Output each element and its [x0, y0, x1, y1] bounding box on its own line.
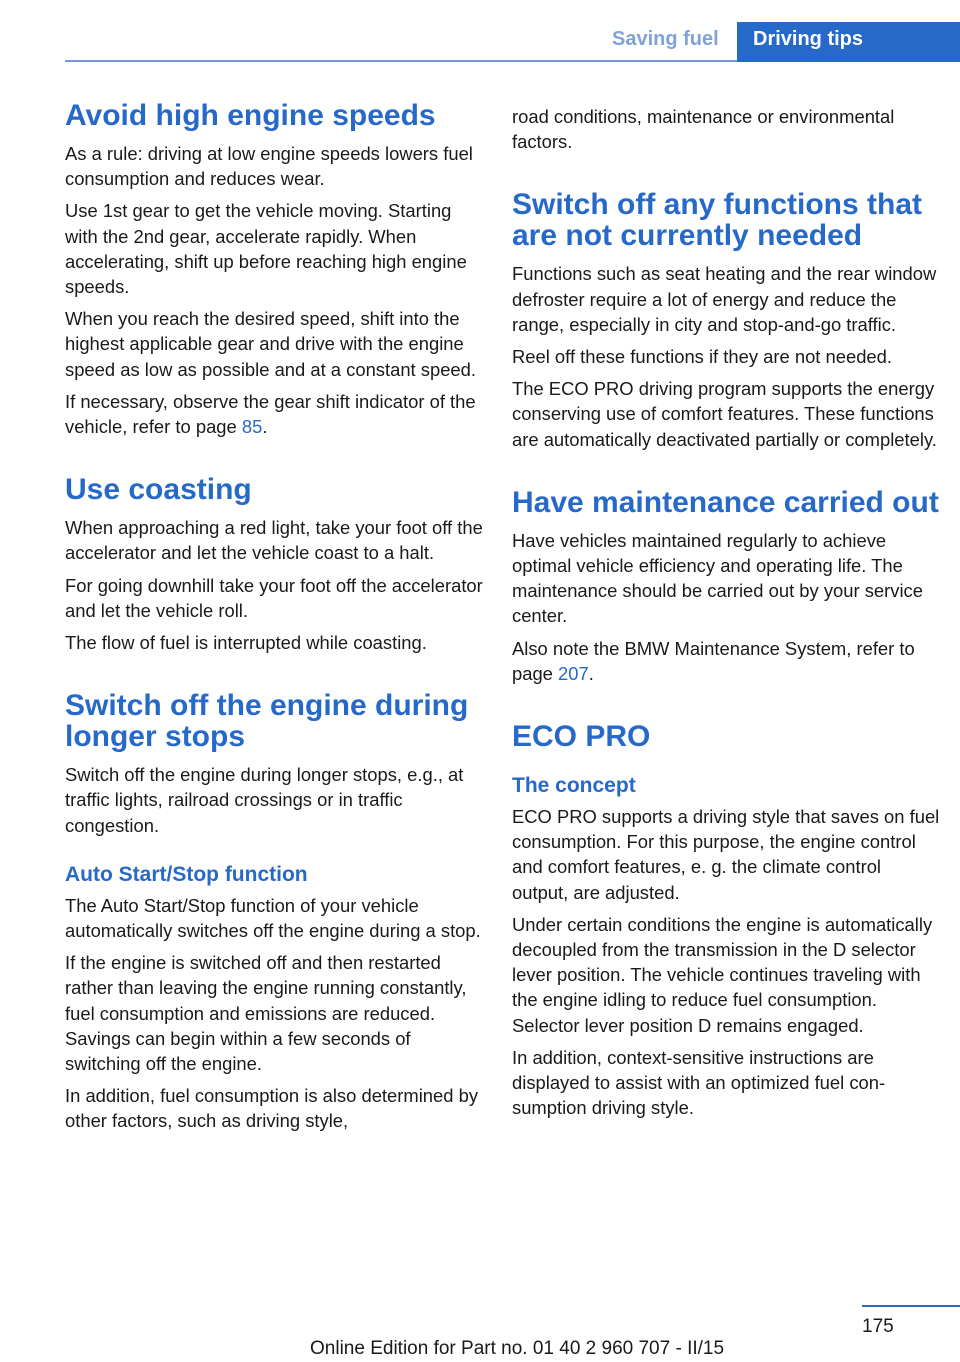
heading-avoid-high-engine-speeds: Avoid high engine speeds: [65, 99, 436, 132]
paragraph: In addition, context-sensitive instructions are displayed to assist with an optimized fuel consumption driving style.: [512, 1046, 886, 1119]
paragraph: The flow of fuel is interrupted while coasting.: [65, 632, 427, 654]
paragraph: When approaching a red light, take your foot off the accelerator and let the vehicle coast to a halt.: [65, 517, 483, 564]
heading-eco-pro: ECO PRO: [512, 720, 651, 754]
footer-edition: Online Edition for Part no. 01 40 2 960 707 - II/15: [310, 1338, 725, 1359]
heading-switch-off-functions: Switch off any functions that are not currently needed: [512, 188, 922, 253]
paragraph: The Auto Start/Stop function of your vehicle automatically switches off the engine during a stop.: [65, 894, 481, 942]
paragraph: Switch off the engine during longer stops, e.g., at traffic lights, railroad crossings or in traffic congestion.: [65, 764, 464, 836]
paragraph: The ECO PRO driving program supports the energy conserving use of comfort features. These functions are automatically deactivated partially or completely.: [512, 378, 937, 450]
paragraph: As a rule: driving at low engine speeds lowers fuel consumption and reduces wear.: [65, 143, 473, 190]
right-column: [512, 104, 942, 1127]
page-number: 175: [862, 1316, 894, 1337]
paragraph: For going downhill take your foot off the accelerator and let the vehicle roll.: [65, 574, 483, 621]
heading-use-coasting: Use coasting: [65, 473, 252, 507]
paragraph-text: If necessary, observe the gear shift indicator of the vehicle, refer to page: [65, 390, 476, 438]
subheading-auto-start-stop: Auto Start/Stop function: [65, 862, 308, 886]
paragraph: Reel off these functions if they are not needed.: [512, 346, 892, 368]
paragraph: road conditions, maintenance or environmental factors.: [512, 106, 895, 153]
paragraph: If the engine is switched off and then restarted rather than leaving the engine running constantly, fuel consumption and emissions are reduced. Savings can begin within a few seconds of switching off the engine.: [65, 952, 467, 1075]
footer-rule: [862, 1305, 960, 1307]
page-link-207[interactable]: 207: [558, 662, 589, 684]
page-link-85[interactable]: 85: [241, 416, 263, 438]
left-column: [65, 100, 485, 1141]
subheading-the-concept: The concept: [512, 774, 636, 798]
heading-switch-off-engine: Switch off the engine during longer stops: [65, 689, 469, 754]
tab-saving-fuel[interactable]: Saving fuel: [612, 28, 719, 50]
paragraph: Have vehicles maintained regularly to achieve optimal vehicle efficiency and operating life. The maintenance should be carried out by your service center.: [512, 529, 923, 627]
tab-driving-tips[interactable]: Driving tips: [737, 22, 960, 62]
paragraph: Functions such as seat heating and the rear window defroster require a lot of energy and reduce the range, especially in city and stop-and-go traffic.: [512, 263, 937, 335]
paragraph: When you reach the desired speed, shift into the highest applicable gear and drive with the engine speed as low as possible and at a constant speed.: [65, 308, 476, 380]
paragraph: In addition, fuel consumption is also determined by other factors, such as driving style,: [65, 1085, 479, 1132]
paragraph: If necessary, observe the gear shift indicator of the vehicle, refer to page 85.: [65, 390, 476, 438]
paragraph: Use 1st gear to get the vehicle moving. Starting with the 2nd gear, accelerate rapidly. When accelerating, shift up before reaching high engine speeds.: [65, 200, 467, 298]
paragraph: Also note the BMW Maintenance System, refer to page 207.: [512, 637, 915, 684]
heading-have-maintenance: Have maintenance carried out: [512, 485, 939, 519]
paragraph-text: Also note the BMW Maintenance System, refer to page: [512, 637, 915, 684]
paragraph: ECO PRO supports a driving style that saves on fuel consumption. For this purpose, the engine control and comfort features, e. g. the climate control output, are adjusted.: [512, 806, 940, 903]
paragraph: Under certain conditions the engine is automatically decoupled from the transmission in the D selector lever position. The vehicle continues traveling with the engine idling to reduce fuel consumption. Selector lever position D remains engaged.: [512, 913, 933, 1036]
